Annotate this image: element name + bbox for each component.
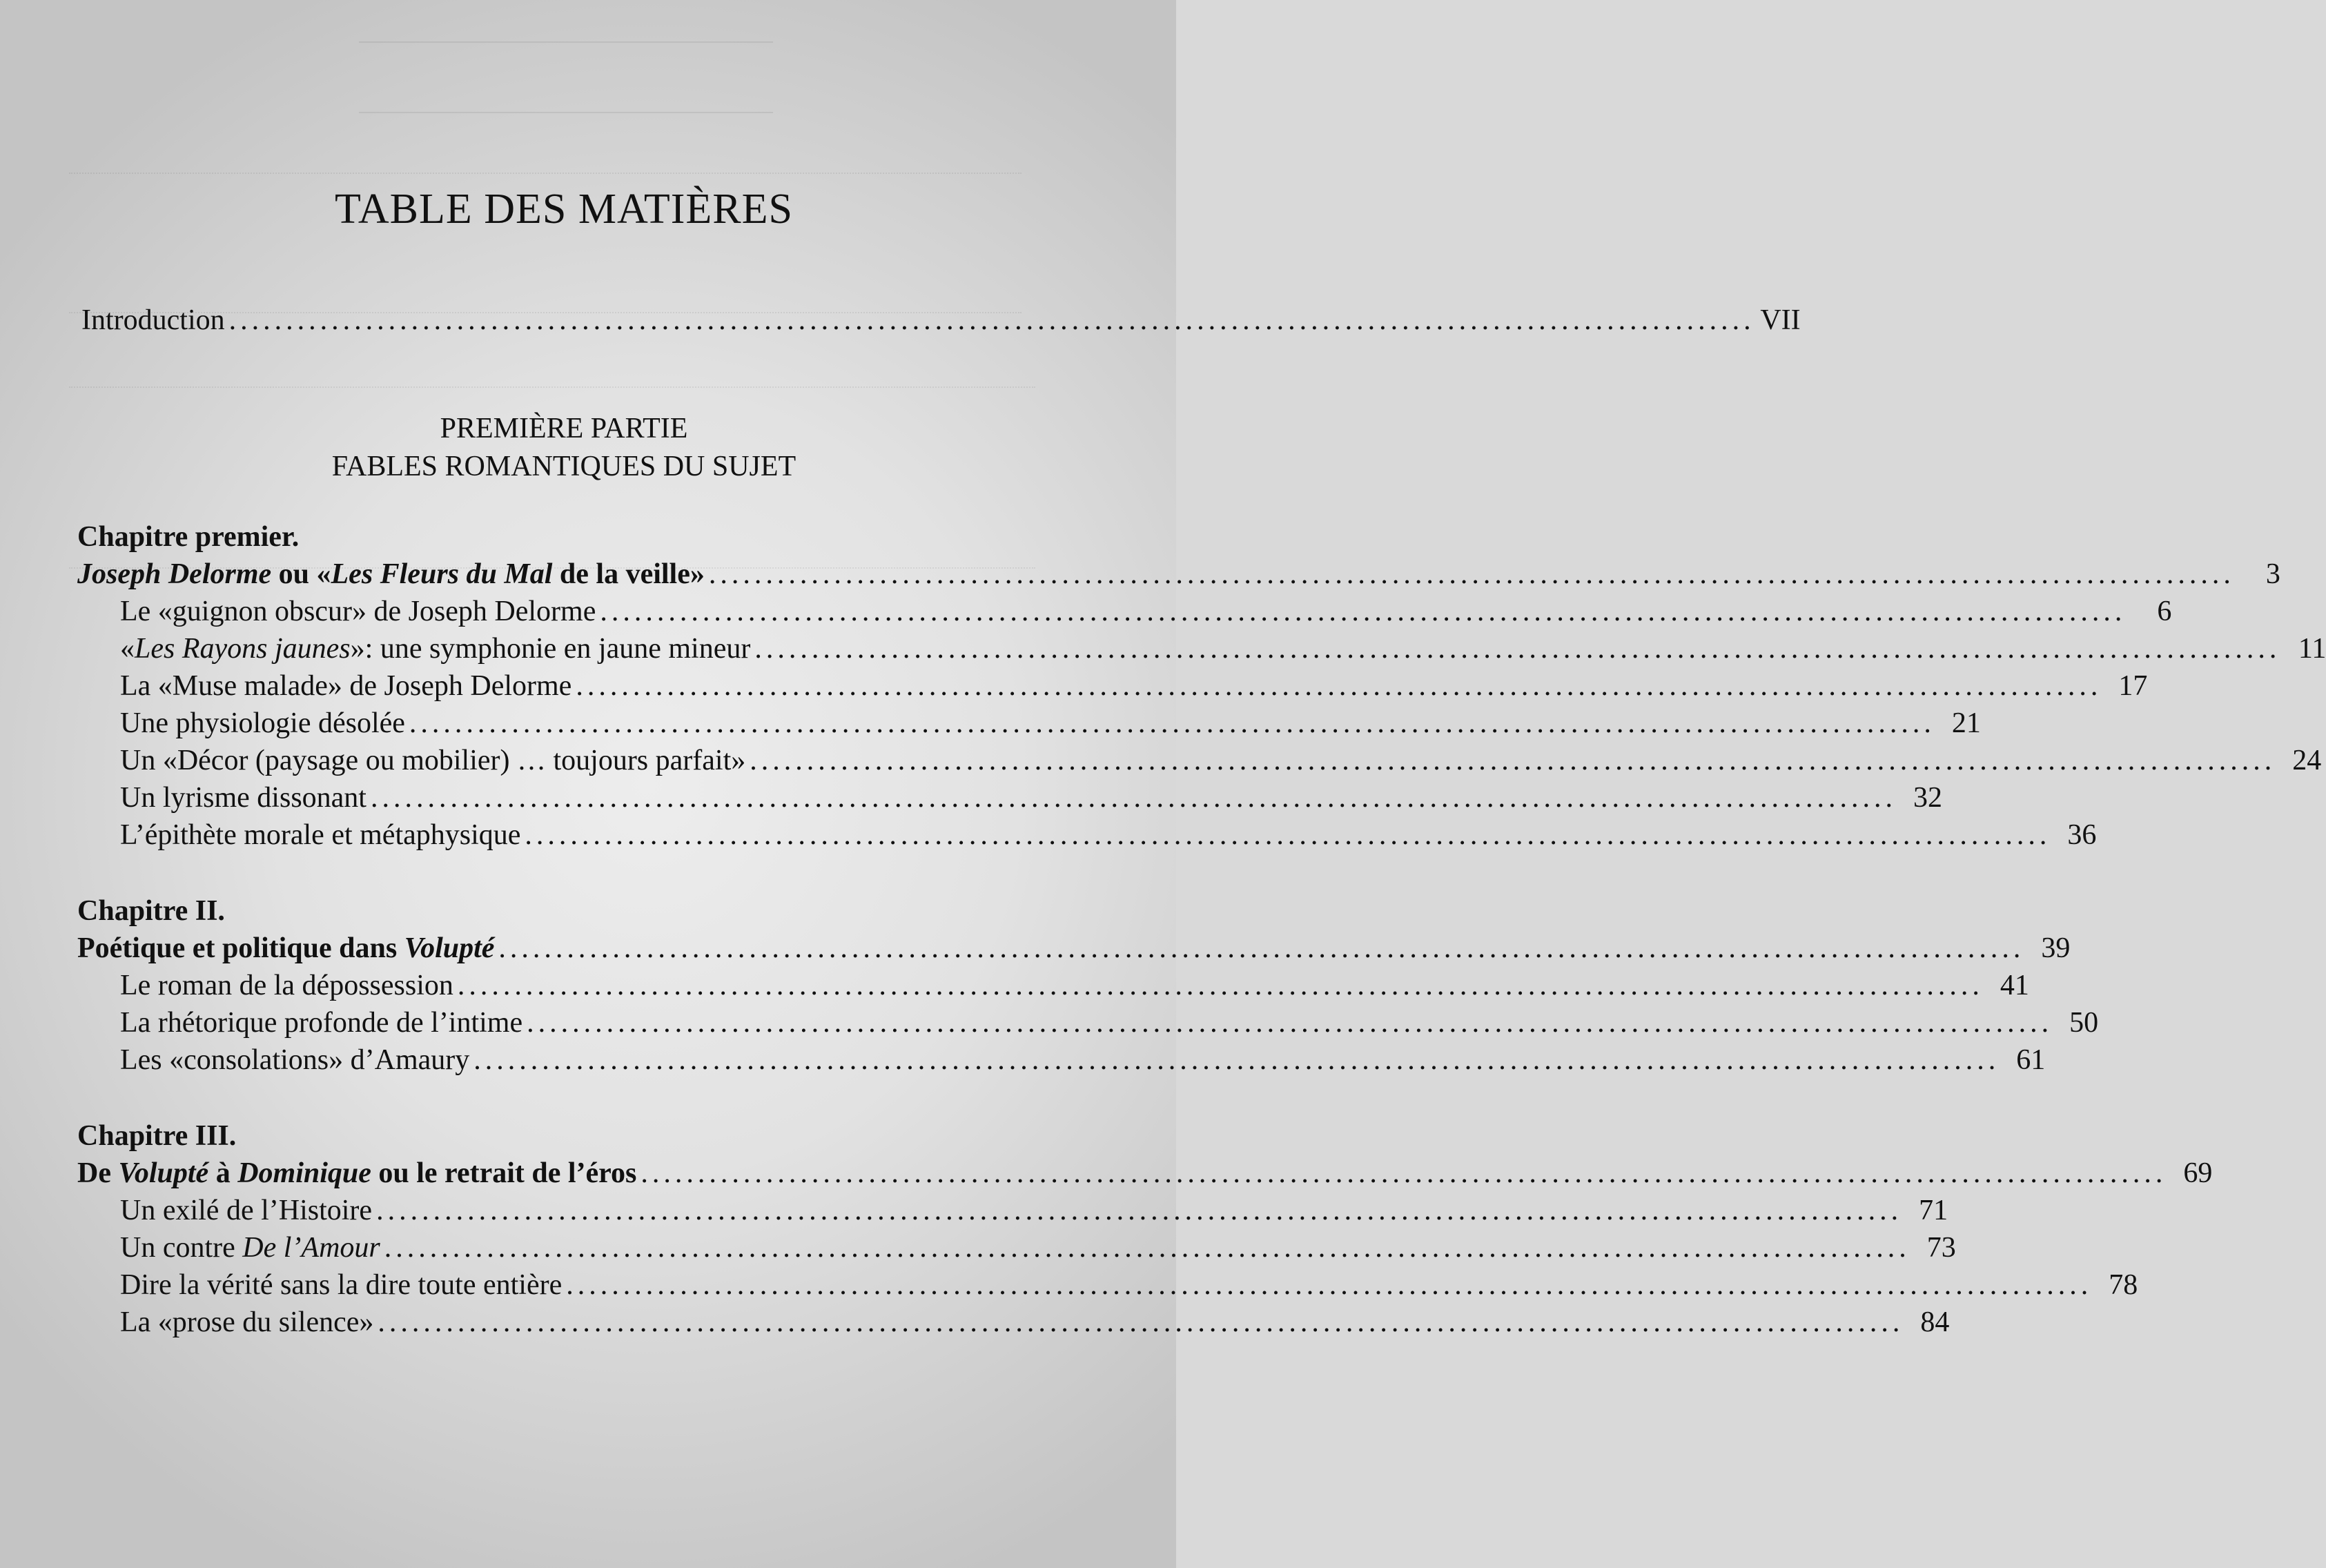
toc-chapter-title-label: [77, 932, 494, 965]
toc-entry-page: 39: [2041, 932, 2071, 964]
title-part: De: [77, 1157, 119, 1189]
toc-chapter-title-label: [77, 558, 705, 591]
label-part: «: [120, 633, 135, 665]
toc-chapter-title: [77, 558, 2280, 595]
toc-chapter-title: [77, 932, 2071, 969]
toc-entry-page: 41: [2000, 970, 2029, 1001]
toc-section-entry: [120, 1043, 2046, 1081]
toc-entry-label: Une physiologie désolée: [120, 707, 405, 739]
toc-leader-dots: ......................................................................................................................................: [750, 745, 2276, 776]
toc-entry-page: 36: [2067, 819, 2097, 851]
toc-entry-page: VII: [1760, 304, 1801, 336]
toc-leader-dots: ......................................................................................................................................: [600, 596, 2127, 627]
toc-section-entry: [120, 819, 2097, 856]
part-heading-line2: FABLES ROMANTIQUES DU SUJET: [331, 451, 796, 482]
toc-entry-page: 50: [2069, 1007, 2099, 1039]
toc-section-entry: [120, 669, 2148, 707]
chapter-heading: Chapitre premier.: [77, 521, 300, 553]
toc-entry-label: Un lyrisme dissonant: [120, 782, 367, 814]
title-italic-part: Volupté: [118, 1157, 209, 1189]
label-italic-part: Les Rayons jaunes: [135, 633, 351, 665]
toc-entry-label: [120, 1231, 380, 1264]
toc-entry-page: 69: [2183, 1157, 2213, 1189]
toc-leader-dots: ......................................................................................................................................: [566, 1269, 2093, 1301]
toc-section-entry: [120, 744, 2322, 781]
toc-entry-page: 84: [1920, 1306, 1950, 1338]
toc-entry-label: La rhétorique profonde de l’intime: [120, 1007, 523, 1039]
toc-leader-dots: ......................................................................................................................................: [370, 782, 1897, 814]
toc-section-entry: [120, 707, 1981, 744]
label-part: Un contre: [120, 1232, 243, 1264]
toc-entry-page: 24: [2292, 745, 2322, 776]
toc-leader-dots: ......................................................................................................................................: [498, 932, 2025, 964]
toc-entry-label: Un «Décor (paysage ou mobilier) … toujours parfait»: [120, 745, 746, 776]
page-title: TABLE DES MATIÈRES: [334, 186, 794, 233]
toc-entry-page: 71: [1919, 1195, 1948, 1226]
toc-leader-dots: ......................................................................................................................................: [641, 1157, 2167, 1189]
toc-entry-introduction: [81, 304, 1801, 341]
bleed-through-decoration: [359, 41, 773, 113]
title-part: ou «: [271, 558, 331, 590]
title-italic-part: Volupté: [404, 932, 495, 964]
title-italic-part: Dominique: [237, 1157, 371, 1189]
title-italic-part: Joseph Delorme: [77, 558, 272, 590]
toc-leader-dots: ......................................................................................................................................: [525, 819, 2051, 851]
toc-section-entry: [120, 1006, 2099, 1043]
toc-entry-page: 61: [2016, 1044, 2046, 1076]
title-part: de la veille»: [552, 558, 705, 590]
toc-section-entry: [120, 1231, 1956, 1268]
toc-entry-page: 32: [1913, 782, 1942, 814]
toc-leader-dots: ......................................................................................................................................: [754, 633, 2281, 665]
label-italic-part: De l’Amour: [242, 1232, 380, 1264]
toc-entry-label: Le «guignon obscur» de Joseph Delorme: [120, 596, 596, 627]
part-heading-line1: PREMIÈRE PARTIE: [440, 413, 688, 444]
toc-entry-label: Introduction: [81, 304, 225, 336]
toc-section-entry: [120, 1194, 1948, 1231]
chapter-heading: Chapitre II.: [77, 895, 225, 927]
toc-entry-label: Les «consolations» d’Amaury: [120, 1044, 470, 1076]
toc-entry-label: Dire la vérité sans la dire toute entière: [120, 1269, 563, 1301]
title-part: Poétique et politique dans: [77, 932, 404, 964]
chapter-heading: Chapitre III.: [77, 1120, 237, 1152]
toc-chapter-title-label: [77, 1157, 636, 1190]
toc-chapter-title: [77, 1157, 2213, 1194]
toc-entry-label: Un exilé de l’Histoire: [120, 1195, 373, 1226]
toc-leader-dots: ......................................................................................................................................: [576, 670, 2102, 702]
toc-leader-dots: ......................................................................................................................................: [378, 1306, 1904, 1338]
toc-entry-page: 6: [2157, 596, 2172, 627]
toc-leader-dots: ......................................................................................................................................: [473, 1044, 2000, 1076]
title-part: à: [208, 1157, 238, 1189]
toc-section-entry: [120, 1306, 1950, 1343]
toc-section-entry: [120, 632, 2326, 669]
toc-leader-dots: ......................................................................................................................................: [708, 558, 2235, 590]
title-part: ou le retrait de l’éros: [371, 1157, 637, 1189]
toc-entry-label: L’épithète morale et métaphysique: [120, 819, 521, 851]
toc-entry-page: 73: [1926, 1232, 1956, 1264]
toc-leader-dots: ......................................................................................................................................: [457, 970, 1984, 1001]
toc-entry-page: 78: [2109, 1269, 2138, 1301]
toc-entry-label: [120, 632, 750, 665]
toc-entry-label: La «prose du silence»: [120, 1306, 374, 1338]
toc-section-entry: [120, 781, 1942, 819]
toc-entry-page: 11: [2298, 633, 2326, 665]
toc-entry-label: La «Muse malade» de Joseph Delorme: [120, 670, 572, 702]
label-part: »: une symphonie en jaune mineur: [350, 633, 751, 665]
toc-leader-dots: ......................................................................................................................................: [228, 304, 1755, 336]
toc-leader-dots: ......................................................................................................................................: [409, 707, 1935, 739]
toc-section-entry: [120, 969, 2029, 1006]
title-italic-part: Les Fleurs du Mal: [331, 558, 553, 590]
toc-entry-page: 3: [2265, 558, 2280, 590]
toc-section-entry: [120, 595, 2172, 632]
toc-entry-page: 21: [1951, 707, 1981, 739]
toc-entry-page: 17: [2118, 670, 2148, 702]
toc-section-entry: [120, 1268, 2138, 1306]
toc-leader-dots: ......................................................................................................................................: [376, 1195, 1903, 1226]
toc-entry-label: Le roman de la dépossession: [120, 970, 453, 1001]
toc-leader-dots: ......................................................................................................................................: [384, 1232, 1910, 1264]
toc-leader-dots: ......................................................................................................................................: [527, 1007, 2053, 1039]
